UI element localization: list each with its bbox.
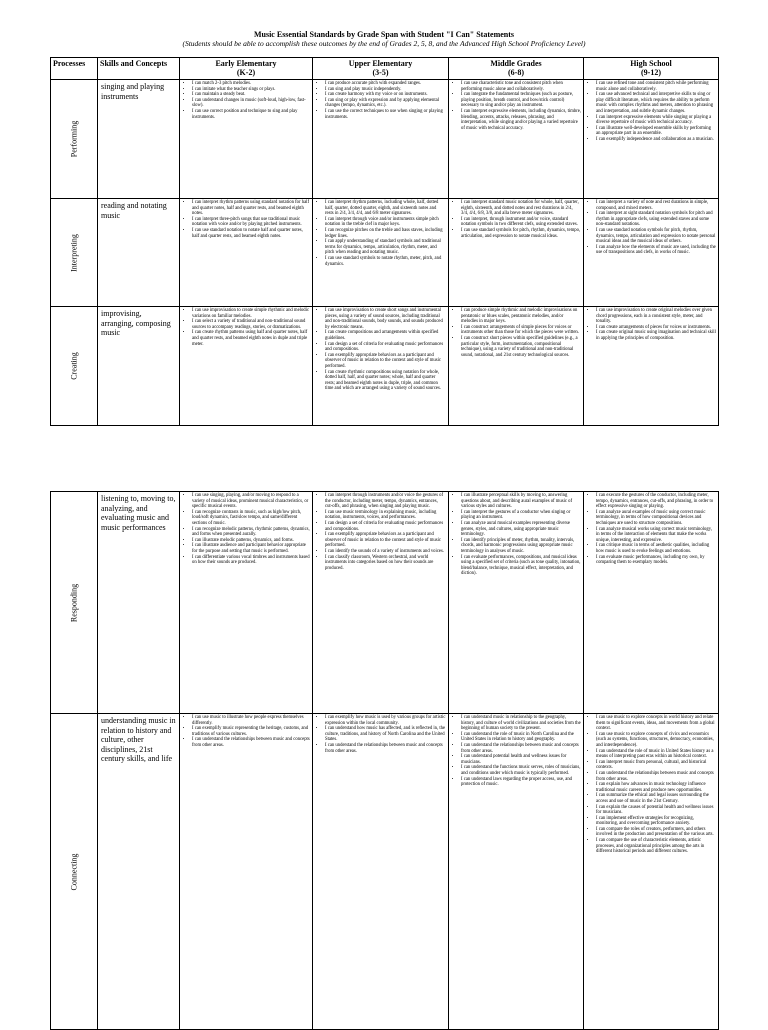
header-9-12: High School (9-12) [584, 58, 719, 80]
statement-list [451, 493, 581, 577]
statement-item: • I can maintain a steady beat. [192, 92, 310, 98]
statement-item: • I can design a set of criteria for evaluating music performances and compositions. [325, 342, 446, 353]
statement-list [315, 308, 446, 392]
statement-item: • I can illustrate audience and participant behavior appropriate for the purpose and setting that music is performed. [192, 543, 310, 554]
statement-item: • I can critique music in terms of aesthetic qualities, including how music is used to evoke feelings and emotions. [596, 543, 716, 554]
standards-cell-g68 [449, 307, 584, 426]
statement-item: • I can sing or play with expression and by applying elemental changes (tempo, dynamics, etc.). [325, 98, 446, 109]
standards-cell-g68 [449, 199, 584, 307]
statement-item: • I can summarize the ethical and legal issues surrounding the access and use of music in the 21st Century. [596, 793, 716, 804]
statement-item: • I can understand changes in music (soft-loud, high-low, fast-slow). [192, 98, 310, 109]
standards-table-top [50, 57, 719, 426]
statement-item: • I can understand how music has affected, and is reflected in, the culture, traditions, and history of North Carolina and the United States. [325, 726, 446, 743]
statement-item: • I can interpret rhythm patterns, including whole, half, dotted half, quarter, dotted quarter, eighth, and sixteenth notes and rests in 2/4, 3/4, 4/4, and 6/8 meter signatures. [325, 200, 446, 217]
statement-list [586, 200, 716, 256]
statement-item: • I can illustrate well-developed ensemble skills by performing an appropriate part in an ensemble. [596, 126, 716, 137]
statement-item: • I can use music to illustrate how people express themselves differently. [192, 715, 310, 726]
statement-item: • I can exemplify appropriate behaviors as a participant and observer of music in relation to the context and style of music performed. [325, 532, 446, 549]
statement-item: • I can use advanced technical and interpretive skills to sing or play difficult literature, which requires the ability to perform music with complex rhythms and meters, attention to phrasing and interpretation, and subtle dynamic changes. [596, 92, 716, 114]
standards-cell-hs [584, 307, 719, 426]
statement-item: • I can understand the functions music serves, roles of musicians, and conditions under which music is typically performed. [461, 765, 581, 776]
statement-item: • I can imitate what the teacher sings or plays. [192, 87, 310, 93]
statement-list [315, 493, 446, 571]
statement-item: • I can recognize melodic patterns, rhythmic patterns, dynamics, and forms when presented aurally. [192, 527, 310, 538]
page-subtitle: (Students should be able to accomplish these outcomes by the end of Grades 2, 5, 8, and the Advanced High School Proficiency Level) [182, 39, 586, 48]
skill-cell: improvising, arranging, composing music [98, 307, 180, 426]
statement-list [182, 715, 310, 749]
statement-item: • I can identify the sounds of a variety of instruments and voices. [325, 549, 446, 555]
statement-item: • I can use standard symbols to notate rhythm, meter, pitch, and dynamics. [325, 256, 446, 267]
statement-item: • I can understand music in relationship to the geography, history, and culture of world civilizations and societies from the beginning of human society to the present. [461, 715, 581, 732]
statement-item: • I can use standard symbols for pitch, rhythm, dynamics, tempo, articulation, and expression to notate musical ideas. [461, 228, 581, 239]
statement-item: • I can use standard notation symbols for pitch, rhythm, dynamics, tempo, articulation and expression to notate personal musical ideas and the musical ideas of others. [596, 228, 716, 245]
statement-list [451, 81, 581, 131]
statement-item: • I can understand the role of music in North Carolina and the United States in relation to history and geography. [461, 732, 581, 743]
statement-item: • I can use improvisation to create short songs and instrumental pieces, using a variety of sound sources, including traditional and non-traditional sounds, body sounds, and sounds produced by electronic means. [325, 308, 446, 330]
statement-item: • I can identify principles of meter, rhythm, tonality, intervals, chords, and harmonic progressions using appropriate music terminology in analyses of music. [461, 538, 581, 555]
statement-item: • I can evaluate performances, compositions, and musical ideas using a specified set of criteria (such as tone quality, intonation, blend/balance, technique, musical effect, interpretation, and diction). [461, 555, 581, 577]
statement-list [451, 200, 581, 239]
table-row [51, 307, 719, 426]
header-6-8: Middle Grades (6-8) [449, 58, 584, 80]
standards-cell-k2 [180, 80, 313, 199]
statement-item: • I can use the correct techniques to use when singing or playing instruments. [325, 109, 446, 120]
skill-cell: reading and notating music [98, 199, 180, 307]
statement-item: • I can illustrate perceptual skills by moving to, answering questions about, and describing aural examples of music of various styles and cultures. [461, 493, 581, 510]
statement-list [182, 81, 310, 120]
statement-item: • I can use music to explore concepts of civics and economics (such as systems, functions, structures, democracy, economies, and interdependence). [596, 732, 716, 749]
process-label: Interpreting [69, 233, 79, 272]
statement-item: • I can integrate the fundamental techniques (such as posture, playing position, breath control, and bow/stick control) necessary to sing and/or play an instrument. [461, 92, 581, 109]
statement-item: • I can explain how advances in music technology influence traditional music careers and produce new opportunities. [596, 782, 716, 793]
statement-list [586, 493, 716, 566]
statement-item: • I can construct arrangements of simple pieces for voices or instruments other than those for which the pieces were written. [461, 325, 581, 336]
statement-item: • I can use singing, playing, and/or moving to respond to a variety of musical ideas, prominent musical characteristics, or specific musical events. [192, 493, 310, 510]
statement-item: • I can illustrate melodic patterns, dynamics, and forms. [192, 538, 310, 544]
process-cell [51, 307, 98, 426]
standards-cell-k2 [180, 714, 313, 1030]
statement-item: • I can create rhythmic compositions using notation for whole, dotted half, half, and quarter notes; whole, half and quarter rests; and beamed eighth notes in duple, triple, and common time and which are arranged using a variety of sound sources. [325, 370, 446, 392]
statement-item: • I can recognize contrasts in music, such as high/low pitch, loud/soft dynamics, fast/slow tempo, and same/different sections of music. [192, 510, 310, 527]
statement-item: • I can analyze musical works using correct music terminology, in terms of the interaction of elements that make the works unique, interesting, and expressive. [596, 527, 716, 544]
statement-item: • I can create harmony with my voice or on instruments. [325, 92, 446, 98]
statement-item: • I can analyze how the elements of music are used, including the use of transpositions and clefs, in works of music. [596, 245, 716, 256]
header-k2: Early Elementary (K-2) [180, 58, 313, 80]
standards-cell-g35 [313, 199, 449, 307]
statement-list [586, 715, 716, 855]
statement-item: • I can interpret at sight standard notation symbols for pitch and rhythm in appropriate clefs, using extended staves and some non-standard notations. [596, 211, 716, 228]
statement-item: • I can understand the relationships between music and concepts from other areas. [461, 743, 581, 754]
statement-item: • I can interpret music from personal, cultural, and historical contexts. [596, 760, 716, 771]
process-cell [51, 199, 98, 307]
statement-item: • I can use standard notation to notate half and quarter notes, half and quarter rests, and beamed eighth notes. [192, 228, 310, 239]
table-row [51, 199, 719, 307]
statement-item: • I can create compositions and arrangements within specified guidelines. [325, 330, 446, 341]
statement-item: • I can use refined tone and consistent pitch while performing music alone and collaboratively. [596, 81, 716, 92]
statement-list [315, 715, 446, 754]
standards-cell-g68 [449, 80, 584, 199]
statement-item: • I can classify classroom, Western orchestral, and world instruments into categories based on how their sounds are produced. [325, 555, 446, 572]
statement-list [586, 308, 716, 342]
standards-cell-g35 [313, 714, 449, 1030]
standards-cell-hs [584, 714, 719, 1030]
standards-cell-hs [584, 199, 719, 307]
statement-item: • I can create original music using imagination and technical skill in applying the principles of composition. [596, 330, 716, 341]
statement-item: • I can design a set of criteria for evaluating music performances and compositions. [325, 521, 446, 532]
statement-list [315, 200, 446, 267]
statement-item: • I can use music terminology in explaining music, including notation, instruments, voices, and performances. [325, 510, 446, 521]
statement-item: • I can evaluate music performances, including my own, by comparing them to exemplary models. [596, 555, 716, 566]
statement-item: • I can exemplify independence and collaboration as a musician. [596, 137, 716, 143]
standards-cell-k2 [180, 199, 313, 307]
standards-cell-g35 [313, 80, 449, 199]
statement-list [315, 81, 446, 120]
statement-item: • I can interpret rhythm patterns using standard notation for half and quarter notes, half and quarter rests, and beamed eighth notes. [192, 200, 310, 217]
statement-item: • I can execute the gestures of the conductor, including meter, tempo, dynamics, entrances, cut-offs, and phrasing, in order to effect expressive singing or playing. [596, 493, 716, 510]
statement-item: • I can interpret standard music notation for whole, half, quarter, eighth, sixteenth, and dotted notes and rest durations in 2/4, 3/4, 4/4, 6/8, 3/8, and alla breve meter signatures. [461, 200, 581, 217]
statement-item: • I can understand the role of music in United States history as a means of interpreting past eras within an historical context. [596, 749, 716, 760]
page-title: Music Essential Standards by Grade Span with Student "I Can" Statements [253, 30, 515, 39]
statement-item: • I can analyze aural musical examples representing diverse genres, styles, and cultures, using appropriate music terminology. [461, 521, 581, 538]
standards-cell-hs [584, 492, 719, 714]
table-row [51, 492, 719, 714]
standards-cell-g68 [449, 714, 584, 1030]
statement-list [182, 308, 310, 347]
statement-item: • I can produce simple rhythmic and melodic improvisations on pentatonic or blues scales, pentatonic melodies, and/or melodies in major keys. [461, 308, 581, 325]
standards-cell-hs [584, 80, 719, 199]
statement-item: • I can differentiate various vocal timbres and instruments based on how their sounds are produced. [192, 555, 310, 566]
statement-item: • I can recognize pitches on the treble and bass staves, including ledger lines. [325, 228, 446, 239]
process-label: Connecting [69, 853, 79, 890]
statement-item: • I can interpret expressive elements, including dynamics, timbre, blending, accents, attacks, releases, phrasing, and interpretation, while singing and/or playing a varied repertoire of music with technical accuracy. [461, 109, 581, 131]
statement-item: • I can produce accurate pitch with expanded ranges. [325, 81, 446, 87]
statement-list [182, 493, 310, 566]
statement-item: • I can compare the roles of creators, performers, and others involved in the production and presentation of the various arts. [596, 827, 716, 838]
statement-item: • I can use characteristic tone and consistent pitch when performing music alone and collaboratively. [461, 81, 581, 92]
process-cell [51, 80, 98, 199]
skill-cell: understanding music in relation to history and culture, other disciplines, 21st century skills, and life [98, 714, 180, 1030]
standards-table-bottom [50, 491, 719, 1030]
statement-item: • I can match 2-3 pitch melodies. [192, 81, 310, 87]
standards-cell-k2 [180, 307, 313, 426]
statement-item: • I can interpret through instruments and/or voice the gestures of the conductor, including meter, tempo, dynamics, entrances, cut-offs, and phrasing, when singing and playing music. [325, 493, 446, 510]
statement-list [451, 308, 581, 358]
process-label: Creating [69, 352, 79, 380]
header-skills: Skills and Concepts [98, 58, 180, 80]
statement-item: • I can use improvisation to create simple rhythmic and melodic variations on familiar melodies. [192, 308, 310, 319]
statement-item: • I can construct short pieces within specified guidelines (e.g., a particular style, form, instrumentation, compositional technique), using a variety of traditional and non-traditional sound, notational, and 21st century technological sources. [461, 336, 581, 358]
statement-item: • I can select a variety of traditional and non-traditional sound sources to accompany readings, stories, or dramatizations. [192, 319, 310, 330]
process-cell [51, 492, 98, 714]
statement-item: • I can sing and play music independently. [325, 87, 446, 93]
table-row [51, 714, 719, 1030]
statement-list [586, 81, 716, 143]
table-row [51, 80, 719, 199]
statement-item: • I can understand the relationships between music and concepts from other areas. [596, 771, 716, 782]
statement-item: • I can understand potential health and wellness issues for musicians. [461, 754, 581, 765]
statement-item: • I can analyze aural examples of music using correct music terminology, in terms of how compositional devices and techniques are used to structure compositions. [596, 510, 716, 527]
statement-list [451, 715, 581, 788]
statement-item: • I can interpret three-pitch songs that use traditional music notation with voice and/or by playing pitched instruments. [192, 217, 310, 228]
process-label: Performing [69, 120, 79, 158]
statement-item: • I can use improvisation to create original melodies over given chord progressions, each in a consistent style, meter, and tonality. [596, 308, 716, 325]
process-label: Responding [69, 583, 79, 622]
statement-item: • I can interpret, through instrument and/or voice, standard notation symbols in two different clefs, using extended staves. [461, 217, 581, 228]
statement-item: • I can apply understanding of standard symbols and traditional terms for dynamics, tempo, articulation, rhythm, meter, and pitch when reading and notating music. [325, 239, 446, 256]
statement-list [182, 200, 310, 239]
statement-item: • I can understand laws regarding the proper access, use, and protection of music. [461, 777, 581, 788]
statement-item: • I can interpret expressive elements while singing or playing a diverse repertoire of music with technical accuracy. [596, 115, 716, 126]
skill-cell: singing and playing instruments [98, 80, 180, 199]
statement-item: • I can exemplify how music is used by various groups for artistic expression within the local community. [325, 715, 446, 726]
statement-item: • I can compare the use of characteristic elements, artistic processes, and organizational principles among the arts in different historical periods and different cultures. [596, 838, 716, 855]
standards-cell-g68 [449, 492, 584, 714]
statement-item: • I can create rhythm patterns using half and quarter notes, half and quarter rests, and beamed eighth notes in duple and triple meter. [192, 330, 310, 347]
statement-item: • I can use music to explore concepts in world history and relate them to significant events, ideas, and movements from a global context. [596, 715, 716, 732]
statement-item: • I can explain the causes of potential health and wellness issues for musicians. [596, 805, 716, 816]
statement-item: • I can exemplify appropriate behaviors as a participant and observer of music in relation to the context and style of music performed. [325, 353, 446, 370]
statement-item: • I can interpret through voice and/or instruments simple pitch notation in the treble clef in major keys. [325, 217, 446, 228]
standards-cell-g35 [313, 307, 449, 426]
skill-cell: listening to, moving to, analyzing, and evaluating music and music performances [98, 492, 180, 714]
statement-item: • I can interpret a variety of note and rest durations in simple, compound, and mixed meters. [596, 200, 716, 211]
standards-cell-k2 [180, 492, 313, 714]
statement-item: • I can exemplify music representing the heritage, customs, and traditions of various cultures. [192, 726, 310, 737]
statement-item: • I can implement effective strategies for recognizing, monitoring, and overcoming performance anxiety. [596, 816, 716, 827]
statement-item: • I can create arrangements of pieces for voices or instruments. [596, 325, 716, 331]
statement-item: • I can understand the relationships between music and concepts from other areas. [325, 743, 446, 754]
header-processes: Processes [51, 58, 98, 80]
process-cell [51, 714, 98, 1030]
standards-cell-g35 [313, 492, 449, 714]
statement-item: • I can use correct position and technique to sing and play instruments. [192, 109, 310, 120]
statement-item: • I can understand the relationships between music and concepts from other areas. [192, 737, 310, 748]
header-3-5: Upper Elementary (3-5) [313, 58, 449, 80]
statement-item: • I can interpret the gestures of a conductor when singing or playing an instrument. [461, 510, 581, 521]
